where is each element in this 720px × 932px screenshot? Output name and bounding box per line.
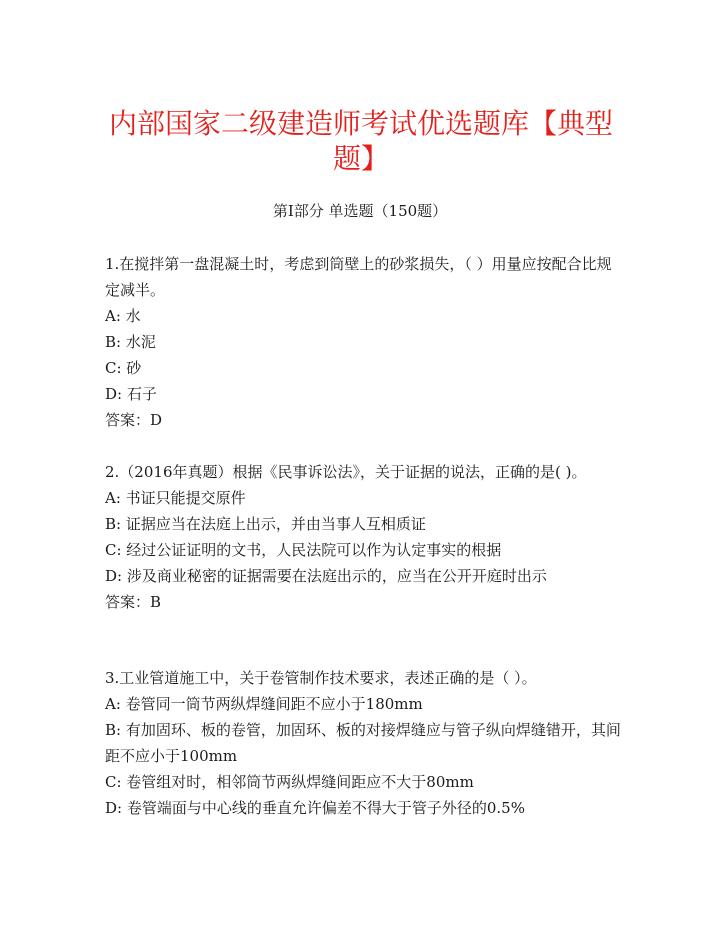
option-a: A: 水 bbox=[105, 307, 141, 325]
answer-text: 答案：B bbox=[105, 593, 162, 611]
option-d: D: 石子 bbox=[105, 385, 157, 403]
option-c: C: 卷管组对时，相邻筒节两纵焊缝间距应不大于80mm bbox=[105, 773, 474, 791]
option-b: B: 水泥 bbox=[105, 333, 156, 351]
document-title: 内部国家二级建造师考试优选题库【典型题】 bbox=[108, 107, 613, 175]
option-d: D: 卷管端面与中心线的垂直允许偏差不得大于管子外径的0.5% bbox=[105, 799, 525, 817]
answer-text: 答案：D bbox=[105, 411, 163, 429]
option-c: C: 经过公证证明的文书，人民法院可以作为认定事实的根据 bbox=[105, 541, 502, 559]
section-title: 第Ⅰ部分 单选题（150题） bbox=[272, 202, 448, 220]
question-1 bbox=[105, 251, 625, 433]
question-3 bbox=[105, 665, 625, 821]
option-b: B: 有加固环、板的卷管，加固环、板的对接焊缝应与管子纵向焊缝错开，其间距不应小于100mm bbox=[105, 721, 621, 765]
question-stem: 2.（2016年真题）根据《民事诉讼法》，关于证据的说法，正确的是( )。 bbox=[105, 463, 587, 481]
option-b: B: 证据应当在法庭上出示，并由当事人互相质证 bbox=[105, 515, 426, 533]
option-c: C: 砂 bbox=[105, 359, 142, 377]
question-stem: 1.在搅拌第一盘混凝土时，考虑到筒壁上的砂浆损失，（ ）用量应按配合比规定减半。 bbox=[105, 255, 612, 299]
option-a: A: 卷管同一筒节两纵焊缝间距不应小于180mm bbox=[105, 695, 423, 713]
option-d: D: 涉及商业秘密的证据需要在法庭出示的，应当在公开开庭时出示 bbox=[105, 567, 547, 585]
question-stem: 3.工业管道施工中，关于卷管制作技术要求，表述正确的是（ ）。 bbox=[105, 669, 537, 687]
question-2 bbox=[105, 459, 625, 615]
option-a: A: 书证只能提交原件 bbox=[105, 489, 246, 507]
